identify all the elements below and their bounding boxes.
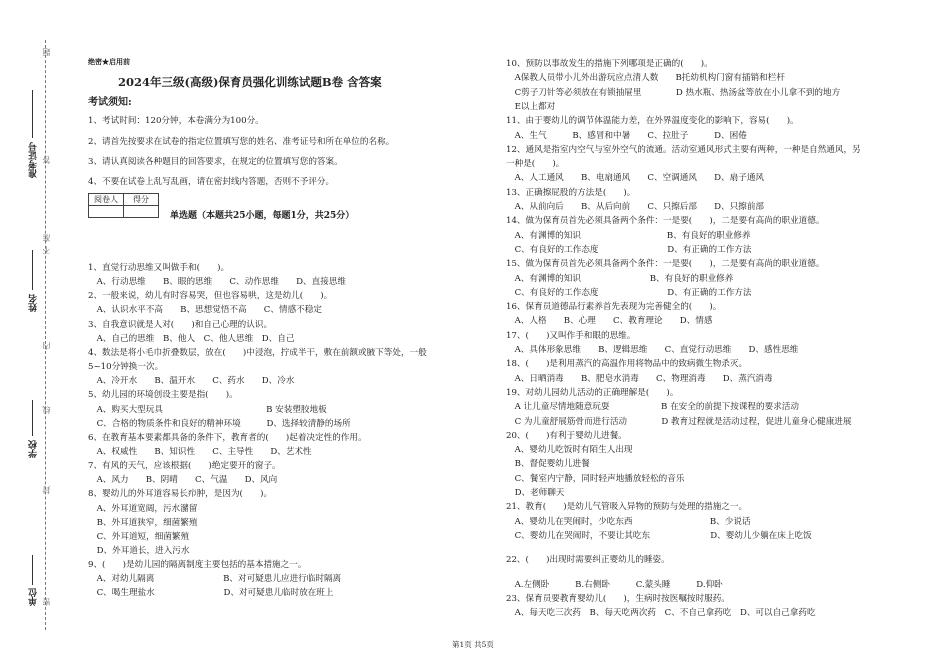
question-line: 6、在教育基本要素都具备的条件下，教育者的( )起着决定性的作用。 xyxy=(88,432,367,443)
answer-options: A、行动思维 B、眼的思维 C、动作思维 D、直接思维 xyxy=(88,277,347,288)
instruction-item: 4、不要在试卷上乱写乱画，请在密封线内答题，否则不予评分。 xyxy=(88,177,335,187)
seal-word: 密 xyxy=(42,598,51,606)
seal-word: 准 xyxy=(42,234,51,242)
question-line: 23、保育员要教育婴幼儿( )，生病时按医嘱按时服药。 xyxy=(506,593,730,604)
ticket-number-field[interactable] xyxy=(32,90,33,138)
answer-options: C、餐室内宁静，同时轻声地播放轻松的音乐 xyxy=(506,473,685,484)
answer-options: A、人工通风 B、电扇通风 C、空调通风 D、扇子通风 xyxy=(506,173,765,184)
seal-word: 内 xyxy=(42,342,51,350)
answer-options: B、督促婴幼儿进餐 xyxy=(506,459,590,470)
answer-options: A、认识水平不高 B、思想觉悟不高 C、情感不稳定 xyxy=(88,305,322,316)
page-number: 第1页 共5页 xyxy=(452,640,494,649)
question-line: 17、( )又叫作手和眼的思维。 xyxy=(506,330,636,341)
question-line: 11、由于婴幼儿的调节体温能力差，在外界温度变化的影响下，容易( )。 xyxy=(506,116,799,127)
question-line: 10、预防以事故发生的措施下列哪项是正确的( )。 xyxy=(506,59,713,69)
answer-options: D、外耳道长，进入污水 xyxy=(88,546,190,556)
answer-options: C、喝生理盐水 D、对可疑患儿临时放在班上 xyxy=(88,588,334,599)
question-line: 12、通风是指室内空气与室外空气的流通。活动室通风形式主要有两种，一种是自然通风，另 xyxy=(506,144,861,155)
answer-options: C、有良好的工作态度 D、有正确的工作方法 xyxy=(506,287,752,298)
answer-options: A、权威性 B、知识性 C、主导性 D、艺术性 xyxy=(88,446,312,457)
ticket-number-label: 准考证号 xyxy=(29,142,39,178)
instruction-item: 2、请首先按要求在试卷的指定位置填写您的姓名、准考证号和所在单位的名称。 xyxy=(88,137,395,147)
score-label: 得分 xyxy=(124,194,159,206)
answer-options: A.左侧卧 B.右侧卧 C.蒙头睡 D.仰卧 xyxy=(506,579,723,590)
seal-word: 不 xyxy=(42,246,51,254)
answer-options: C 为儿童舒展筋骨而进行活动 D 教育过程就是活动过程，促进儿童身心健康进展 xyxy=(506,416,852,427)
unit-label: 单位 xyxy=(29,588,39,606)
question-line: 21、教育( )是幼儿气管吸入异物的预防与处理的措施之一。 xyxy=(506,502,748,513)
answer-options: A、婴幼儿吃饭时有陌生人出现 xyxy=(506,445,633,456)
question-line: 1、直觉行动思维又叫做手和( )。 xyxy=(88,263,230,273)
answer-options: A、具体形象思维 B、逻辑思维 C、直觉行动思维 D、感性思维 xyxy=(506,345,799,355)
question-line: 7、有风的天气，应该根据( )绝定要开的窗子。 xyxy=(88,461,281,472)
unit-field[interactable] xyxy=(32,555,33,585)
question-line: 20、( )有利于婴幼儿进餐。 xyxy=(506,430,627,441)
answer-options: A 让儿童尽情地随意玩耍 B 在安全的前提下按课程的要求活动 xyxy=(506,402,799,413)
instruction-item: 1、考试时间：120分钟，本卷满分为100分。 xyxy=(88,116,264,126)
answer-options: C剪子刀针等必须放在有锁抽屉里 D 热水瓶、热汤盆等放在小儿拿不到的地方 xyxy=(506,87,841,98)
question-line: 4、数法是将小毛巾折叠数层，放在( )中浸泡，拧成半干，敷在前额或腋下等处，一般 xyxy=(88,347,427,358)
reviewer-label: 阅卷人 xyxy=(89,194,124,206)
answer-options: A、人格 B、心理 C、教育理论 D、情感 xyxy=(506,316,713,327)
question-line: 13、正确擦屁股的方法是( )。 xyxy=(506,187,636,198)
question-line: 15、做为保育员首先必须具备两个条件：一是要( )，二是要有高尚的职业道德。 xyxy=(506,259,825,270)
question-line: 14、做为保育员首先必须具备两个条件：一是要( )，二是要有高尚的职业道德。 xyxy=(506,216,825,227)
instruction-item: 3、请认真阅读各种题目的回答要求，在规定的位置填写您的答案。 xyxy=(88,157,343,167)
page-title: 2024年三级(高级)保育员强化训练试题B卷 含答案 xyxy=(118,75,382,89)
answer-options: A、有渊博的知识 B、有良好的职业修养 xyxy=(506,230,751,241)
question-line: 3、自我意识就是人对( )和自己心理的认识。 xyxy=(88,319,273,330)
answer-options: C、外耳道短，细菌繁殖 xyxy=(88,531,190,542)
answer-options: A、有渊博的知识 B、有良好的职业修养 xyxy=(506,273,734,284)
answer-options: A、冷开水 B、温开水 C、药水 D、冷水 xyxy=(88,376,295,387)
score-cell[interactable] xyxy=(124,206,159,218)
name-label: 姓名 xyxy=(29,294,39,312)
answer-options: A、自己的思维 B、他人 C、他人思维 D、自己 xyxy=(88,333,295,344)
question-line: 5~10分钟换一次。 xyxy=(88,362,164,373)
question-line: 19、对幼儿园幼儿活动的正确理解是( )。 xyxy=(506,387,679,398)
answer-options: E以上都对 xyxy=(506,101,556,112)
answer-options: A、风力 B、阴晴 C、气温 D、风向 xyxy=(88,475,278,486)
question-line: 一种是( )。 xyxy=(506,159,565,170)
question-line: 5、幼儿园的环境创设主要是指( )。 xyxy=(88,390,238,401)
seal-word: 题 xyxy=(42,48,51,56)
seal-word: 封 xyxy=(42,486,51,494)
seal-line xyxy=(45,40,46,630)
seal-word: 答 xyxy=(42,156,51,164)
question-line: 18、( )是利用蒸汽的高温作用将物品中的致病微生物杀灭。 xyxy=(506,359,748,370)
answer-options: C、婴幼儿在哭闹时，不要让其吃东 D、婴幼儿少躺在床上吃饭 xyxy=(506,530,812,541)
answer-options: A、生气 B、感冒和中暑 C、拉肚子 D、困倦 xyxy=(506,130,747,141)
question-line: 22、( )出现时需要纠正婴幼儿的睡姿。 xyxy=(506,555,670,566)
answer-options: A、日晒消毒 B、肥皂水消毒 C、物理消毒 D、蒸汽消毒 xyxy=(506,373,773,384)
reviewer-cell[interactable] xyxy=(89,206,124,218)
answer-options: A、外耳道宽阔，污水瀦留 xyxy=(88,503,198,514)
school-field[interactable] xyxy=(32,400,33,436)
score-box xyxy=(88,193,159,218)
question-line: 8、婴幼儿的外耳道容易长疖肿，是因为( )。 xyxy=(88,489,273,500)
school-label: 学校 xyxy=(29,440,39,458)
section-title: 单选题（本题共25小题，每题1分，共25分） xyxy=(170,211,355,221)
instructions-heading: 考试须知: xyxy=(88,97,132,108)
answer-options: A、每天吃三次药 B、每天吃两次药 C、不自己拿药吃 D、可以自己拿药吃 xyxy=(506,608,816,619)
name-field[interactable] xyxy=(32,250,33,290)
answer-options: C、合格的物质条件和良好的精神环境 D、选择较清静的场所 xyxy=(88,418,351,429)
answer-options: A保教人员带小儿外出游玩应点清人数 B托幼机构门窗有插销和栏杆 xyxy=(506,73,785,84)
question-line: 16、保育员道德品行素养首先表现为完善健全的( )。 xyxy=(506,302,722,313)
question-line: 2、一般来说，幼儿有时容易哭，但也容易哄，这是幼儿( )。 xyxy=(88,291,333,302)
question-line: 9、( )是幼儿园的隔离制度主要包括的基本措施之一。 xyxy=(88,560,307,571)
seal-word: 线 xyxy=(42,406,51,414)
answer-options: A、从前向后 B、从后向前 C、只擦后部 D、只擦前部 xyxy=(506,202,765,212)
answer-options: D、老师聊天 xyxy=(506,488,565,498)
answer-options: C、有良好的工作态度 D、有正确的工作方法 xyxy=(506,244,752,255)
answer-options: A、购买大型玩具 B 安装塑胶地板 xyxy=(88,404,327,415)
answer-options: A、婴幼儿在哭闹时，少吃东西 B、少说话 xyxy=(506,516,751,527)
secret-mark: 绝密★启用前 xyxy=(88,57,130,66)
answer-options: A、对幼儿隔离 B、对可疑患儿应进行临时隔离 xyxy=(88,574,342,585)
answer-options: B、外耳道狭窄，细菌繁殖 xyxy=(88,517,198,528)
